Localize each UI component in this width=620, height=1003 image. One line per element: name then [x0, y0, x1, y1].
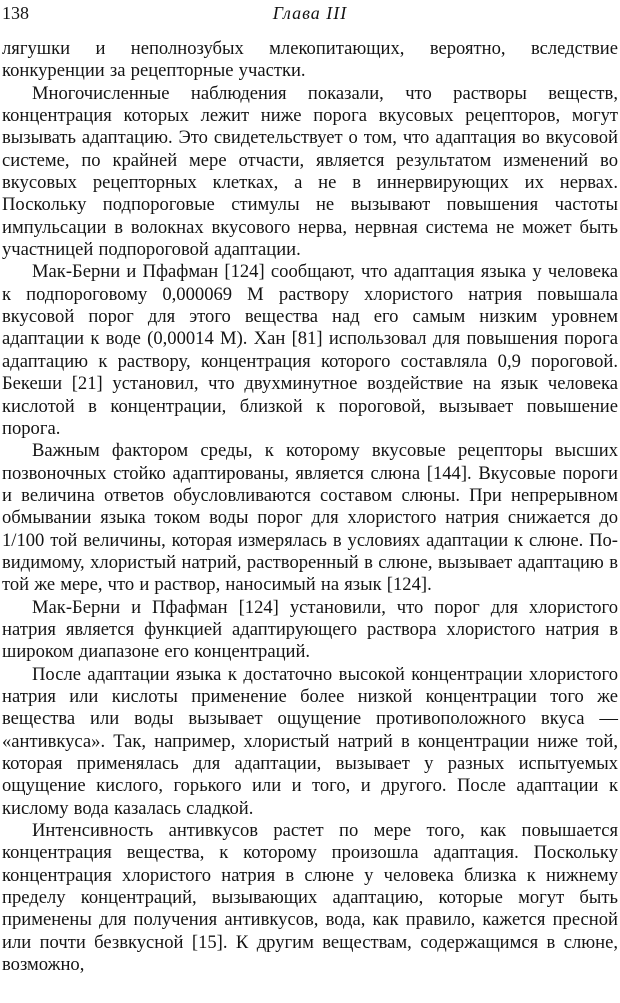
- running-head: Глава III: [272, 3, 348, 23]
- body-text: [2, 38, 618, 976]
- paragraph: После адаптации языка к достаточно высокой концентрации хлористого натрия или кислоты применение более низкой концентрации того же вещества или воды вызывает ощущение противоположного вкуса — «антивкуса». Так, например, хлористый натрий в концентрации ниже той, которая применялась для адаптации, вызывает у разных испытуемых ощущение кислого, горького или и того, и другого. После адаптации к кислому вода казалась сладкой.: [2, 663, 618, 819]
- page-number: 138: [2, 3, 29, 23]
- paragraph: Мак-Берни и Пфафман [124] установили, что порог для хлористого натрия является функцией адаптирующего раствора хлористого натрия в широком диапазоне его концентраций.: [2, 596, 618, 663]
- paragraph: Многочисленные наблюдения показали, что растворы веществ, концентрация которых лежит ниже порога вкусовых рецепторов, могут вызывать адаптацию. Это свидетельствует о том, что адаптация во вкусовой системе, по крайней мере отчасти, является результатом изменений во вкусовых рецепторных клетках, а не в иннервирующих их нервах. Поскольку подпороговые стимулы не вызывают повышения частоты импульсации в волокнах вкусового нерва, нервная система не может быть участницей подпороговой адаптации.: [2, 82, 618, 261]
- paragraph: лягушки и неполнозубых млекопитающих, вероятно, вследствие конкуренции за рецепторные участки.: [2, 38, 618, 82]
- paragraph: Мак-Берни и Пфафман [124] сообщают, что адаптация языка у человека к подпороговому 0,000069 М раствору хлористого натрия повышала вкусовой порог для этого вещества над его самым низким уровнем адаптации к воде (0,00014 М). Хан [81] использовал для повышения порога адаптацию к раствору, концентрация которого составляла 0,9 пороговой. Бекеши [21] установил, что двухминутное воздействие на язык человека кислотой в концентрации, близкой к пороговой, вызывает повышение порога.: [2, 261, 618, 439]
- page-header: [2, 0, 618, 26]
- paragraph: Интенсивность антивкусов растет по мере того, как повышается концентрация вещества, к которому произошла адаптация. Поскольку концентрация хлористого натрия в слюне у человека близка к нижнему пределу концентраций, вызывающих адаптацию, которые могут быть применены для получения антивкусов, вода, как правило, кажется пресной или почти безвкусной [15]. К другим веществам, содержащимся в слюне, возможно,: [2, 820, 618, 976]
- paragraph: Важным фактором среды, к которому вкусовые рецепторы высших позвоночных стойко адаптированы, является слюна [144]. Вкусовые пороги и величина ответов обусловливаются составом слюны. При непрерывном обмывании языка током воды порог для хлористого натрия снижается до 1/100 той величины, которая измерялась в условиях адаптации к слюне. По-видимому, хлористый натрий, растворенный в слюне, вызывает адаптацию в той же мере, что и раствор, наносимый на язык [124].: [2, 440, 618, 596]
